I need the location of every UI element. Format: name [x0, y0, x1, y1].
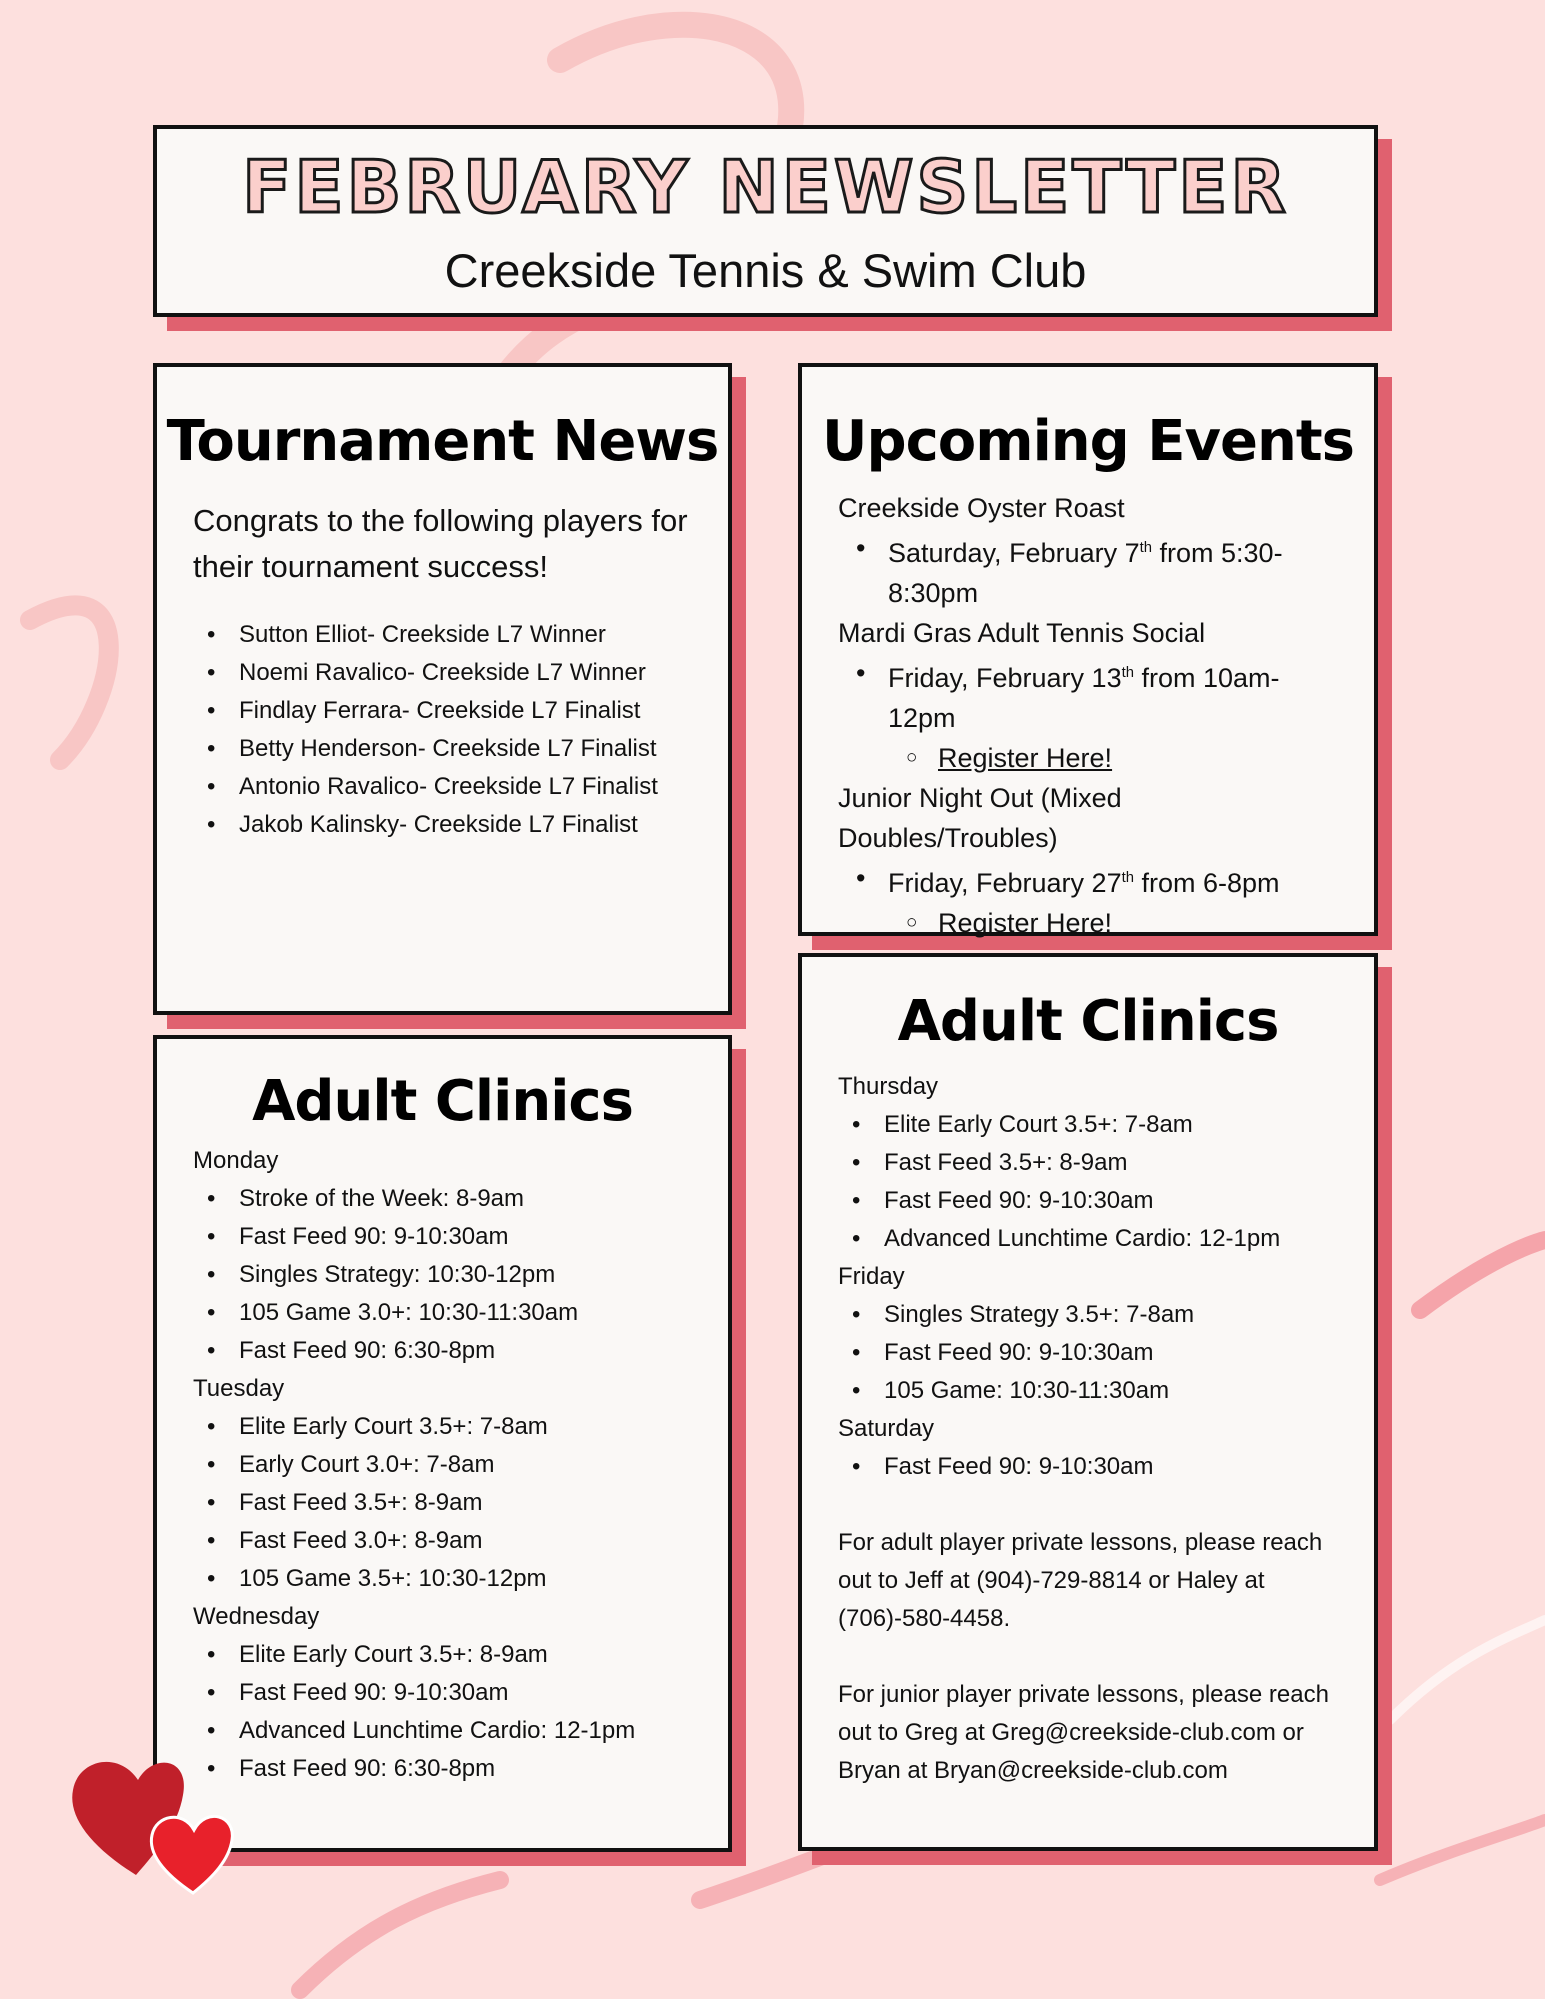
adult-clinics-card-left [153, 1035, 732, 1852]
list-item: • Advanced Lunchtime Cardio: 12-1pm [884, 1220, 1344, 1258]
event-date: • Friday, February 13th from 10am-12pm ○ Register Here! [888, 653, 1344, 778]
tournament-heading: Tournament News [166, 409, 719, 474]
list-item: • 105 Game 3.5+: 10:30-12pm [239, 1560, 698, 1598]
list-item: • Singles Strategy: 10:30-12pm [239, 1256, 698, 1294]
tournament-player-list [193, 616, 692, 844]
list-item: • Advanced Lunchtime Cardio: 12-1pm [239, 1712, 698, 1750]
list-item: • Fast Feed 90: 9-10:30am [884, 1448, 1344, 1486]
day-label: Tuesday [193, 1375, 285, 1402]
clinics-schedule [157, 1134, 728, 1788]
list-item: • Jakob Kalinsky- Creekside L7 Finalist [239, 806, 692, 844]
event-date: • Saturday, February 7th from 5:30-8:30pm [888, 528, 1344, 613]
register-link[interactable]: Register Here! [938, 743, 1113, 773]
list-item: • Singles Strategy 3.5+: 7-8am [884, 1296, 1344, 1334]
newsletter-title: FEBRUARY NEWSLETTER [242, 145, 1289, 229]
tournament-news-card [153, 363, 732, 1015]
list-item: • Elite Early Court 3.5+: 7-8am [884, 1106, 1344, 1144]
upcoming-events-card [798, 363, 1378, 936]
list-item: • Fast Feed 90: 9-10:30am [239, 1218, 698, 1256]
event-name: Mardi Gras Adult Tennis Social [838, 618, 1206, 648]
adult-clinics-card-right [798, 953, 1378, 1851]
list-item: • Antonio Ravalico- Creekside L7 Finalist [239, 768, 692, 806]
list-item: • Fast Feed 90: 6:30-8pm [239, 1750, 698, 1788]
clinics-heading: Adult Clinics [252, 1069, 633, 1134]
clinics-heading: Adult Clinics [897, 989, 1279, 1054]
day-label: Monday [193, 1147, 279, 1174]
list-item: • Elite Early Court 3.5+: 8-9am [239, 1636, 698, 1674]
event-name: Creekside Oyster Roast [838, 493, 1125, 523]
list-item: • Fast Feed 3.5+: 8-9am [884, 1144, 1344, 1182]
day-label: Friday [838, 1263, 905, 1290]
event-date: • Friday, February 27th from 6-8pm ○ Register Here! [888, 858, 1344, 943]
list-item: • Sutton Elliot- Creekside L7 Winner [239, 616, 692, 654]
list-item: • Betty Henderson- Creekside L7 Finalist [239, 730, 692, 768]
club-name: Creekside Tennis & Swim Club [444, 244, 1087, 297]
clinics-schedule [802, 1054, 1374, 1486]
newsletter-header [153, 125, 1378, 317]
upcoming-heading: Upcoming Events [822, 409, 1354, 474]
list-item: • Stroke of the Week: 8-9am [239, 1180, 698, 1218]
list-item: • Findlay Ferrara- Creekside L7 Finalist [239, 692, 692, 730]
list-item: • Early Court 3.0+: 7-8am [239, 1446, 698, 1484]
list-item: • Fast Feed 90: 6:30-8pm [239, 1332, 698, 1370]
day-label: Wednesday [193, 1603, 320, 1630]
event-name: Junior Night Out (Mixed Doubles/Troubles) [838, 783, 1122, 853]
events-list [802, 474, 1374, 943]
hearts-icon [68, 1745, 248, 1895]
list-item: • Fast Feed 90: 9-10:30am [884, 1334, 1344, 1372]
list-item: • 105 Game: 10:30-11:30am [884, 1372, 1344, 1410]
adult-lessons-text: For adult player private lessons, please reach out to Jeff at (904)-729-8814 or Haley at (706)-580-4458. [838, 1529, 1323, 1632]
day-label: Saturday [838, 1415, 935, 1442]
junior-lessons-text: For junior player private lessons, please reach out to Greg at Greg@creekside-club.com or Bryan at Bryan@creekside-club.com [838, 1681, 1329, 1784]
day-label: Thursday [838, 1073, 939, 1100]
private-lessons-info [802, 1524, 1374, 1790]
list-item: • Fast Feed 3.0+: 8-9am [239, 1522, 698, 1560]
tournament-intro: Congrats to the following players for their tournament success! [193, 503, 688, 584]
list-item: • 105 Game 3.0+: 10:30-11:30am [239, 1294, 698, 1332]
list-item: • Noemi Ravalico- Creekside L7 Winner [239, 654, 692, 692]
list-item: • Fast Feed 90: 9-10:30am [884, 1182, 1344, 1220]
list-item: • Fast Feed 3.5+: 8-9am [239, 1484, 698, 1522]
list-item: • Elite Early Court 3.5+: 7-8am [239, 1408, 698, 1446]
list-item: • Fast Feed 90: 9-10:30am [239, 1674, 698, 1712]
register-link[interactable]: Register Here! [938, 908, 1113, 938]
